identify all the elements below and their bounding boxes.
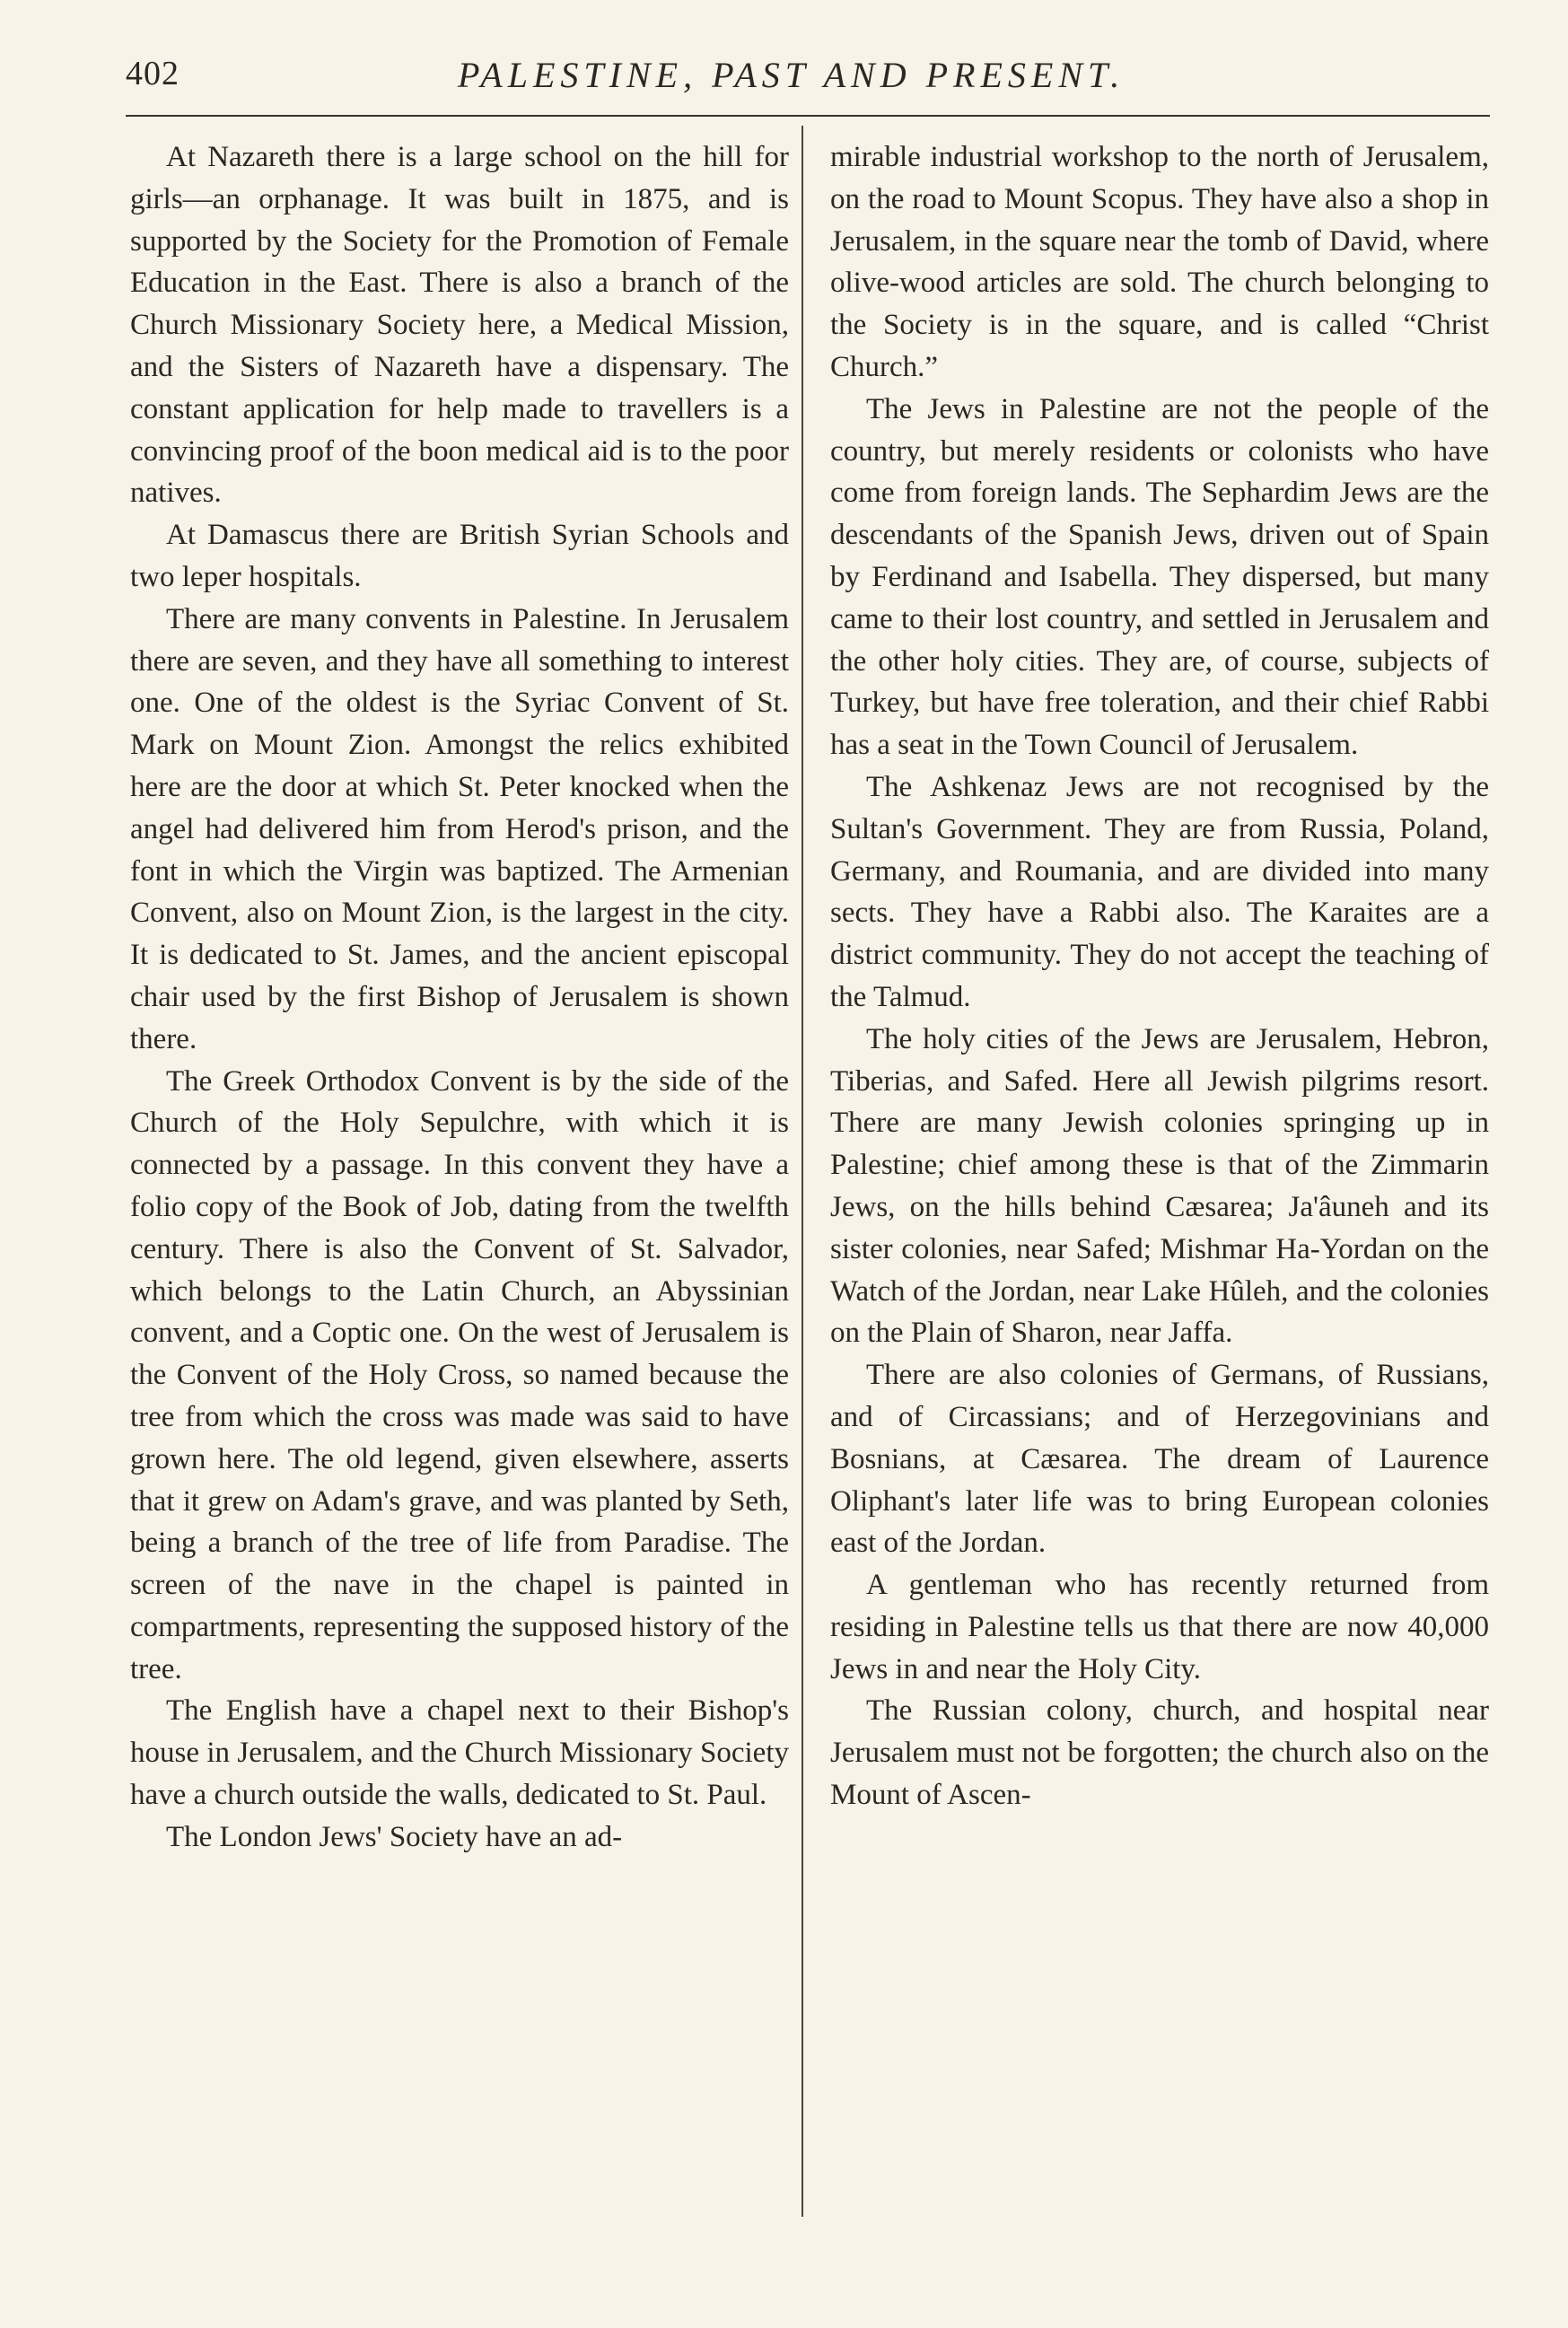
paragraph: At Damascus there are British Syrian Schools and two leper hospitals. — [130, 519, 789, 593]
paragraph: The Greek Orthodox Convent is by the side of the Church of the Holy Sepulchre, with which it is connected by a passage. In this convent they have a folio copy of the Book of Job, dating from the twelfth century. There is also the Convent of St. Salvador, which belongs to the Latin Church, an Abyssinian convent, and a Coptic one. On the west of Jerusalem is the Convent of the Holy Cross, so named because the tree from which the cross was made was said to have grown here. The old legend, given elsewhere, asserts that it grew on Adam's grave, and was planted by Seth, being a branch of the tree of life from Paradise. The screen of the nave in the chapel is painted in compartments, representing the supposed history of the tree. — [130, 1064, 789, 1685]
left-column — [130, 136, 789, 1859]
running-title: PALESTINE, PAST AND PRESENT. — [458, 55, 1126, 95]
paragraph: There are many convents in Palestine. In Jerusalem there are seven, and they have all something to interest one. One of the oldest is the Syriac Convent of St. Mark on Mount Zion. Amongst the relics exhibited here are the door at which St. Peter knocked when the angel had delivered him from Herod's prison, and the font in which the Virgin was baptized. The Armenian Convent, also on Mount Zion, is the largest in the city. It is dedicated to St. James, and the ancient episcopal chair used by the first Bishop of Jerusalem is shown there. — [130, 602, 789, 1055]
paragraph: The Russian colony, church, and hospital near Jerusalem must not be forgotten; the church also on the Mount of Ascen- — [830, 1694, 1489, 1812]
header-rule — [126, 115, 1490, 117]
paragraph: The London Jews' Society have an ad- — [166, 1820, 623, 1853]
paragraph: A gentleman who has recently returned from residing in Palestine tells us that there are now 40,000 Jews in and near the Holy City. — [830, 1569, 1489, 1685]
page-header — [126, 54, 1490, 117]
right-column — [830, 136, 1489, 1816]
column-divider — [802, 126, 803, 2217]
paragraph: At Nazareth there is a large school on the hill for girls—an orphanage. It was built in 1875, and is supported by the Society for the Promotion of Female Education in the East. There is also a branch of the Church Missionary Society here, a Medical Mission, and the Sisters of Nazareth have a dispensary. The constant application for help made to travellers is a convincing proof of the boon medical aid is to the poor natives. — [130, 141, 789, 510]
paragraph: The holy cities of the Jews are Jerusalem, Hebron, Tiberias, and Safed. Here all Jewish pilgrims resort. There are many Jewish colonies springing up in Palestine; chief among these is that of the Zimmarin Jews, on the hills behind Cæsarea; Ja'âuneh and its sister colonies, near Safed; Mishmar Ha-Yordan on the Watch of the Jordan, near Lake Hûleh, and the colonies on the Plain of Sharon, near Jaffa. — [830, 1022, 1489, 1350]
paragraph: The Ashkenaz Jews are not recognised by the Sultan's Government. They are from Russia, Poland, Germany, and Roumania, and are divided into many sects. They have a Rabbi also. The Karaites are a district community. They do not accept the teaching of the Talmud. — [830, 770, 1489, 1013]
paragraph: There are also colonies of Germans, of Russians, and of Circassians; and of Herzegovinians and Bosnians, at Cæsarea. The dream of Laurence Oliphant's later life was to bring European colonies east of the Jordan. — [830, 1359, 1489, 1560]
page-number: 402 — [126, 55, 180, 92]
paragraph-continued: mirable industrial workshop to the north of Jerusalem, on the road to Mount Scopus. They have also a shop in Jerusalem, in the square near the tomb of David, where olive-wood articles are sold. The church belonging to the Society is in the square, and is called “Christ Church.” — [830, 141, 1489, 383]
paragraph: The English have a chapel next to their Bishop's house in Jerusalem, and the Church Missionary Society have a church outside the walls, dedicated to St. Paul. — [130, 1694, 789, 1812]
paragraph: The Jews in Palestine are not the people of the country, but merely residents or colonists who have come from foreign lands. The Sephardim Jews are the descendants of the Spanish Jews, driven out of Spain by Ferdinand and Isabella. They dispersed, but many came to their lost country, and settled in Jerusalem and the other holy cities. They are, of course, subjects of Turkey, but have free toleration, and their chief Rabbi has a seat in the Town Council of Jerusalem. — [830, 392, 1489, 762]
